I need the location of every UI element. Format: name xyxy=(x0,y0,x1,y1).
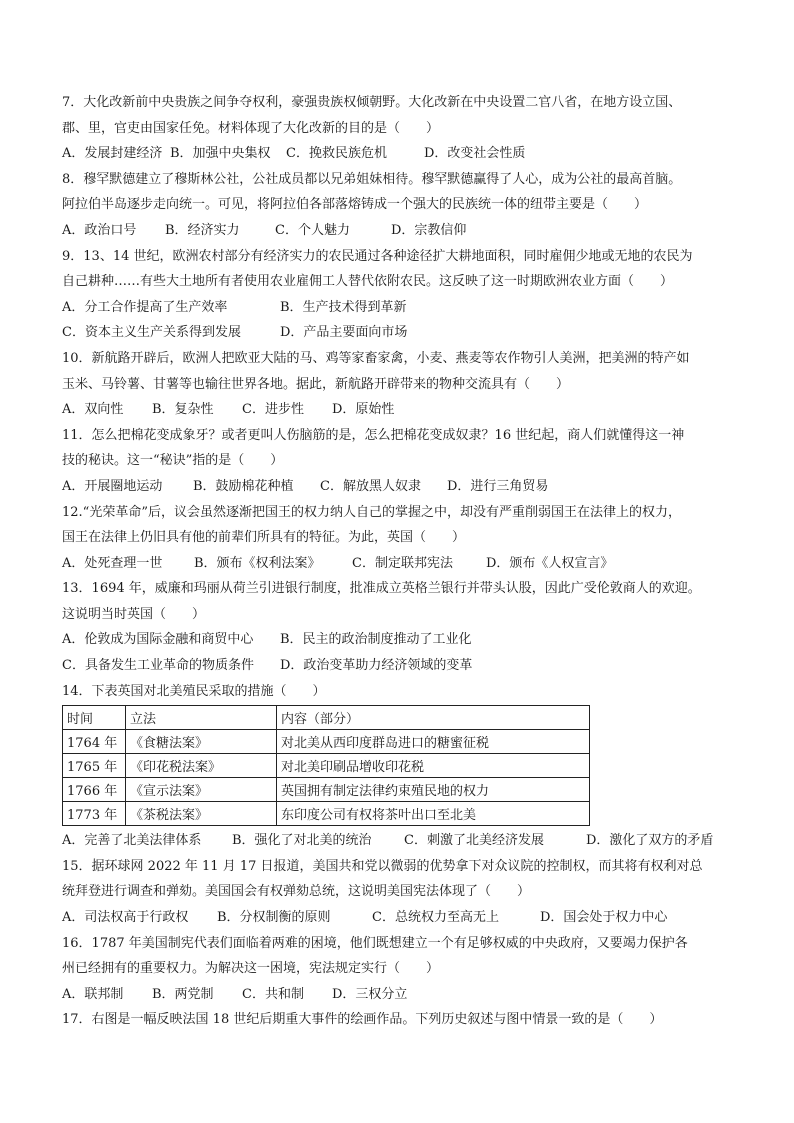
option-d: D．改变社会性质 xyxy=(424,146,526,162)
option-b: B．加强中央集权 xyxy=(170,146,271,162)
question-7-stem-line-1: 7．大化改新前中央贵族之间争夺权利，豪强贵族权倾朝野。大化改新在中央设置二官八省，在地方设立国、 xyxy=(62,95,682,110)
option-d: D．宗教信仰 xyxy=(391,222,467,238)
question-16-options xyxy=(62,982,734,1008)
option-a: A．完善了北美法律体系 xyxy=(62,833,202,849)
table-cell: 东印度公司有权将茶叶出口至北美 xyxy=(277,802,590,826)
measures-table xyxy=(62,705,590,826)
option-d: D．颁布《人权宣言》 xyxy=(486,555,614,571)
option-d: D．国会处于权力中心 xyxy=(540,910,668,926)
question-11-options xyxy=(62,474,734,500)
question-16-stem-line-1: 16．1787 年美国制宪代表们面临着两难的困境，他们既想建立一个有足够权威的中央政府，又要竭力保护各 xyxy=(62,935,688,951)
option-b: B．强化了对北美的统治 xyxy=(232,833,372,849)
question-17-stem-line-1: 17．右图是一幅反映法国 18 世纪后期重大事件的绘画作品。下列历史叙述与图中情景一致的是（ ） xyxy=(62,1012,663,1028)
option-c: C．挽救民族危机 xyxy=(286,146,387,162)
option-d: D．政治变革助力经济领域的变革 xyxy=(280,658,473,674)
question-7 xyxy=(62,90,734,167)
table-cell: 《茶税法案》 xyxy=(126,802,277,826)
table-cell: 英国拥有制定法律约束殖民地的权力 xyxy=(277,778,590,802)
table-header-cell: 内容（部分） xyxy=(277,706,590,730)
table-cell: 《印花税法案》 xyxy=(126,754,277,778)
table-cell: 1764 年 xyxy=(63,730,126,754)
question-11-stem-line-2: 技的秘诀。这一“秘诀”指的是（ ） xyxy=(62,453,284,469)
option-a: A．开展圈地运动 xyxy=(62,478,163,494)
option-c: C．具备发生工业革命的物质条件 xyxy=(62,658,254,674)
question-11-stem-line-1: 11．怎么把棉花变成象牙？或者更叫人伤脑筋的是，怎么把棉花变成奴隶？16 世纪起，商人们就懂得这一神 xyxy=(62,427,685,443)
option-b: B．经济实力 xyxy=(165,222,240,238)
exam-page xyxy=(62,90,734,1033)
option-c: C．共和制 xyxy=(242,986,304,1002)
option-c: C．资本主义生产关系得到发展 xyxy=(62,325,241,341)
option-a: A．伦敦成为国际金融和商贸中心 xyxy=(62,632,254,648)
option-d: D．激化了双方的矛盾 xyxy=(586,833,714,849)
question-16 xyxy=(62,931,734,1008)
question-8-options xyxy=(62,218,734,244)
question-8-stem-line-1: 8．穆罕默德建立了穆斯林公社，公社成员都以兄弟姐妹相待。穆罕默德赢得了人心，成为公社的最高首脑。 xyxy=(62,171,682,187)
option-b: B．鼓励棉花种植 xyxy=(193,478,294,494)
table-header-cell: 时间 xyxy=(63,706,126,730)
question-15-options xyxy=(62,905,734,931)
question-13-stem-line-2: 这说明当时英国（ ） xyxy=(62,606,206,622)
option-d: D．进行三角贸易 xyxy=(447,478,549,494)
question-9-options-row-2 xyxy=(62,320,734,346)
option-b: B．分权制衡的原则 xyxy=(217,910,331,926)
question-10 xyxy=(62,346,734,423)
question-10-stem-line-1: 10．新航路开辟后，欧洲人把欧亚大陆的马、鸡等家畜家禽，小麦、燕麦等农作物引人美洲，把美洲的特产如 xyxy=(62,350,690,366)
table-cell: 《食糖法案》 xyxy=(126,730,277,754)
table-cell: 1766 年 xyxy=(63,778,126,802)
option-c: C．刺激了北美经济发展 xyxy=(404,833,544,849)
table-cell: 1765 年 xyxy=(63,754,126,778)
question-12-stem-line-1: 12.“光荣革命”后，议会虽然逐渐把国王的权力纳人自己的掌握之中，却没有严重削弱国王在法律上的权力， xyxy=(62,504,681,520)
question-12 xyxy=(62,500,734,577)
question-13-stem-line-1: 13．1694 年，威廉和玛丽从荷兰引进银行制度，批准成立英格兰银行并带头认股，因此广受伦敦商人的欢迎。 xyxy=(62,581,701,597)
option-b: B．两党制 xyxy=(152,986,214,1002)
table-cell: 1773 年 xyxy=(63,802,126,826)
question-7-stem-line-2: 郡、里，官吏由国家任免。材料体现了大化改新的目的是（ ） xyxy=(62,120,440,136)
table-row xyxy=(63,730,590,754)
option-c: C．总统权力至高无上 xyxy=(372,910,499,926)
question-14-options xyxy=(62,828,734,854)
table-header-row xyxy=(63,706,590,730)
question-8 xyxy=(62,167,734,244)
question-11 xyxy=(62,423,734,500)
option-c: C．个人魅力 xyxy=(275,222,350,238)
option-a: A．政治口号 xyxy=(62,222,137,238)
question-15-stem-line-2: 统拜登进行调查和弹劾。美国国会有权弹劾总统，这说明美国宪法体现了（ ） xyxy=(62,884,531,900)
table-cell: 对北美印刷品增收印花税 xyxy=(277,754,590,778)
question-7-options xyxy=(62,141,734,167)
option-c: C．解放黑人奴隶 xyxy=(320,478,421,494)
option-d: D．三权分立 xyxy=(332,986,408,1002)
question-12-options xyxy=(62,551,734,577)
question-17 xyxy=(62,1007,734,1033)
question-9-stem-line-1: 9．13、14 世纪，欧洲农村部分有经济实力的农民通过各种途径扩大耕地面积，同时雇佣少地或无地的农民为 xyxy=(62,248,693,264)
option-a: A．联邦制 xyxy=(62,986,124,1002)
option-b: B．生产技术得到革新 xyxy=(280,299,407,315)
option-c: C．制定联邦宪法 xyxy=(352,555,453,571)
question-15 xyxy=(62,854,734,931)
table-row xyxy=(63,802,590,826)
option-c: C．进步性 xyxy=(242,402,304,418)
option-a: A．发展封建经济 xyxy=(62,146,163,162)
question-13 xyxy=(62,576,734,678)
question-9-stem-line-2: 自己耕种……有些大土地所有者使用农业雇佣工人替代依附农民。这反映了这一时期欧洲农业方面（ ） xyxy=(62,274,674,290)
question-13-options-row-2 xyxy=(62,653,734,679)
question-15-stem-line-1: 15．据环球网 2022 年 11 月 17 日报道，美国共和党以微弱的优势拿下对众议院的控制权，而其将有权利对总 xyxy=(62,858,703,874)
question-9 xyxy=(62,244,734,346)
question-8-stem-line-2: 阿拉伯半岛逐步走向统一。可见，将阿拉伯各部落熔铸成一个强大的民族统一体的纽带主要是（ ） xyxy=(62,197,648,213)
option-b: B．民主的政治制度推动了工业化 xyxy=(280,632,472,648)
option-a: A．处死查理一世 xyxy=(62,555,163,571)
option-a: A．分工合作提高了生产效率 xyxy=(62,299,228,315)
option-d: D．原始性 xyxy=(332,402,395,418)
question-16-stem-line-2: 州已经拥有的重要权力。为解决这一困境，宪法规定实行（ ） xyxy=(62,961,440,977)
option-a: A．司法权高于行政权 xyxy=(62,910,189,926)
option-b: B．颁布《权利法案》 xyxy=(194,555,321,571)
option-b: B．复杂性 xyxy=(152,402,214,418)
question-14-stem: 14．下表英国对北美殖民采取的措施（ ） xyxy=(62,683,326,699)
question-12-stem-line-2: 国王在法律上仍旧具有他的前辈们所具有的特征。为此，英国（ ） xyxy=(62,530,466,546)
table-cell: 对北美从西印度群岛进口的糖蜜征税 xyxy=(277,730,590,754)
option-d: D．产品主要面向市场 xyxy=(280,325,408,341)
option-a: A．双向性 xyxy=(62,402,124,418)
table-header-cell: 立法 xyxy=(126,706,277,730)
question-14 xyxy=(62,679,734,854)
question-10-options xyxy=(62,397,734,423)
table-row xyxy=(63,778,590,802)
question-9-options-row-1 xyxy=(62,295,734,321)
question-13-options-row-1 xyxy=(62,627,734,653)
question-10-stem-line-2: 玉米、马铃薯、甘薯等也输往世界各地。据此，新航路开辟带来的物种交流具有（ ） xyxy=(62,376,570,392)
table-row xyxy=(63,754,590,778)
table-cell: 《宣示法案》 xyxy=(126,778,277,802)
